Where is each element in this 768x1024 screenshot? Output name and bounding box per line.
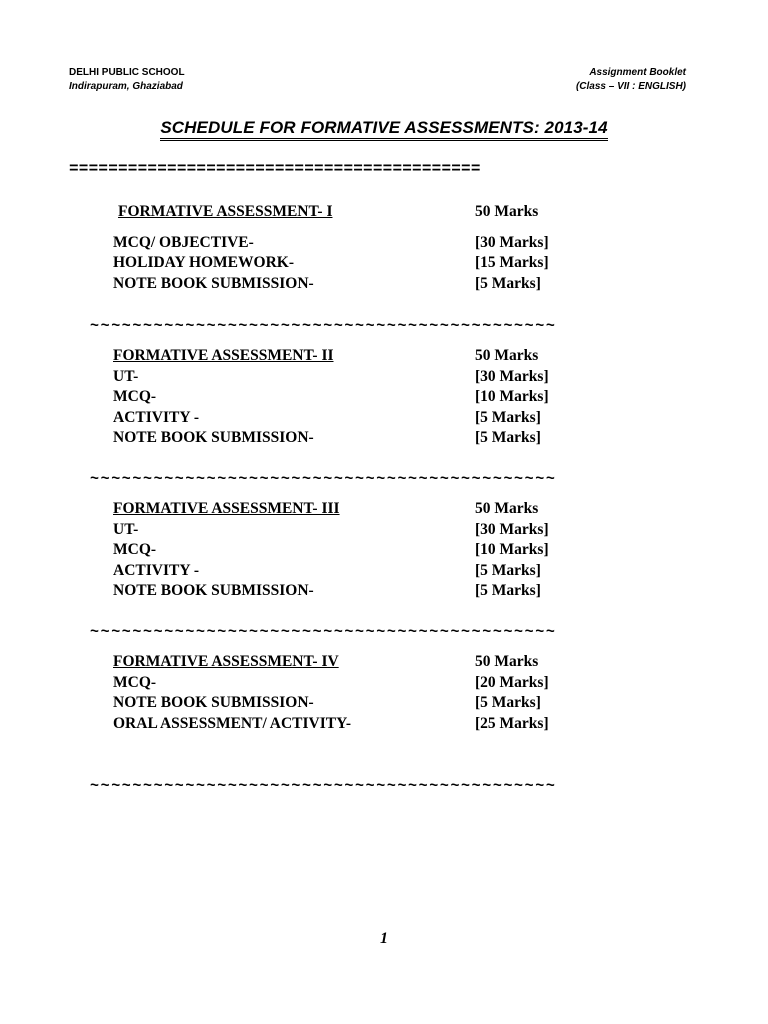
item-marks: [5 Marks]: [475, 561, 541, 579]
tilde-separator: ~~~~~~~~~~~~~~~~~~~~~~~~~~~~~~~~~~~~~~~~~~~~: [90, 778, 557, 795]
item-label: NOTE BOOK SUBMISSION-: [113, 274, 314, 292]
item-row: [0, 674, 768, 695]
school-header: [69, 66, 185, 94]
page-number: 1: [380, 930, 388, 947]
section-fa-1: [0, 203, 768, 295]
booklet-title: Assignment Booklet: [589, 67, 686, 78]
section-total: 50 Marks: [475, 347, 539, 364]
class-subject: (Class – VII : ENGLISH): [575, 81, 686, 92]
item-label: MCQ/ OBJECTIVE-: [113, 233, 254, 251]
section-heading: FORMATIVE ASSESSMENT- II: [113, 347, 334, 364]
item-row: [0, 368, 768, 389]
item-marks: [5 Marks]: [475, 274, 541, 292]
item-marks: [15 Marks]: [475, 254, 549, 271]
section-heading: FORMATIVE ASSESSMENT- I: [118, 203, 333, 220]
item-marks: [5 Marks]: [475, 694, 541, 711]
section-total: 50 Marks: [475, 203, 539, 220]
item-label: MCQ-: [113, 388, 157, 405]
item-row: [0, 429, 768, 450]
item-row: [0, 409, 768, 430]
section-fa-2: [0, 347, 768, 450]
item-row: [0, 388, 768, 409]
item-marks: [30 Marks]: [475, 367, 549, 385]
item-label: ACTIVITY -: [113, 561, 199, 579]
item-row: [0, 541, 768, 562]
section-heading-row: [0, 203, 768, 224]
section-heading-row: [0, 347, 768, 368]
tilde-separator: ~~~~~~~~~~~~~~~~~~~~~~~~~~~~~~~~~~~~~~~~~~~~: [90, 624, 557, 641]
section-fa-3: [0, 500, 768, 603]
item-label: NOTE BOOK SUBMISSION-: [113, 582, 314, 599]
item-label: ORAL ASSESSMENT/ ACTIVITY-: [113, 714, 352, 732]
item-row: [0, 715, 768, 736]
item-label: NOTE BOOK SUBMISSION-: [113, 694, 314, 711]
item-row: [0, 521, 768, 542]
item-marks: [10 Marks]: [475, 388, 549, 405]
item-marks: [5 Marks]: [475, 429, 541, 446]
section-total: 50 Marks: [475, 653, 539, 670]
item-row: [0, 234, 768, 255]
item-label: MCQ-: [113, 673, 157, 691]
item-label: ACTIVITY -: [113, 408, 199, 426]
item-label: UT-: [113, 520, 139, 538]
item-row: [0, 275, 768, 296]
section-fa-4: [0, 653, 768, 735]
tilde-separator: ~~~~~~~~~~~~~~~~~~~~~~~~~~~~~~~~~~~~~~~~~~~~: [90, 471, 557, 488]
section-heading-row: [0, 653, 768, 674]
item-label: NOTE BOOK SUBMISSION-: [113, 429, 314, 446]
item-marks: [5 Marks]: [475, 408, 541, 426]
item-row: [0, 694, 768, 715]
item-marks: [20 Marks]: [475, 673, 549, 691]
item-row: [0, 582, 768, 603]
item-label: HOLIDAY HOMEWORK-: [113, 254, 294, 271]
item-marks: [25 Marks]: [475, 714, 549, 732]
school-location: Indirapuram, Ghaziabad: [69, 81, 183, 92]
equals-separator: ==========================================: [69, 160, 481, 178]
item-label: MCQ-: [113, 541, 157, 558]
item-marks: [5 Marks]: [475, 582, 541, 599]
section-total: 50 Marks: [475, 500, 539, 517]
item-row: [0, 254, 768, 275]
section-heading-row: [0, 500, 768, 521]
booklet-header: [576, 66, 686, 94]
school-name: DELHI PUBLIC SCHOOL: [69, 67, 185, 78]
page-title: [0, 118, 768, 138]
item-label: UT-: [113, 367, 139, 385]
section-heading: FORMATIVE ASSESSMENT- III: [113, 500, 340, 517]
tilde-separator: ~~~~~~~~~~~~~~~~~~~~~~~~~~~~~~~~~~~~~~~~~~~~: [90, 318, 557, 335]
section-heading: FORMATIVE ASSESSMENT- IV: [113, 653, 339, 670]
item-marks: [10 Marks]: [475, 541, 549, 558]
item-marks: [30 Marks]: [475, 233, 549, 251]
item-row: [0, 562, 768, 583]
page-title-text: SCHEDULE FOR FORMATIVE ASSESSMENTS: 2013-14: [160, 118, 607, 141]
item-marks: [30 Marks]: [475, 520, 549, 538]
